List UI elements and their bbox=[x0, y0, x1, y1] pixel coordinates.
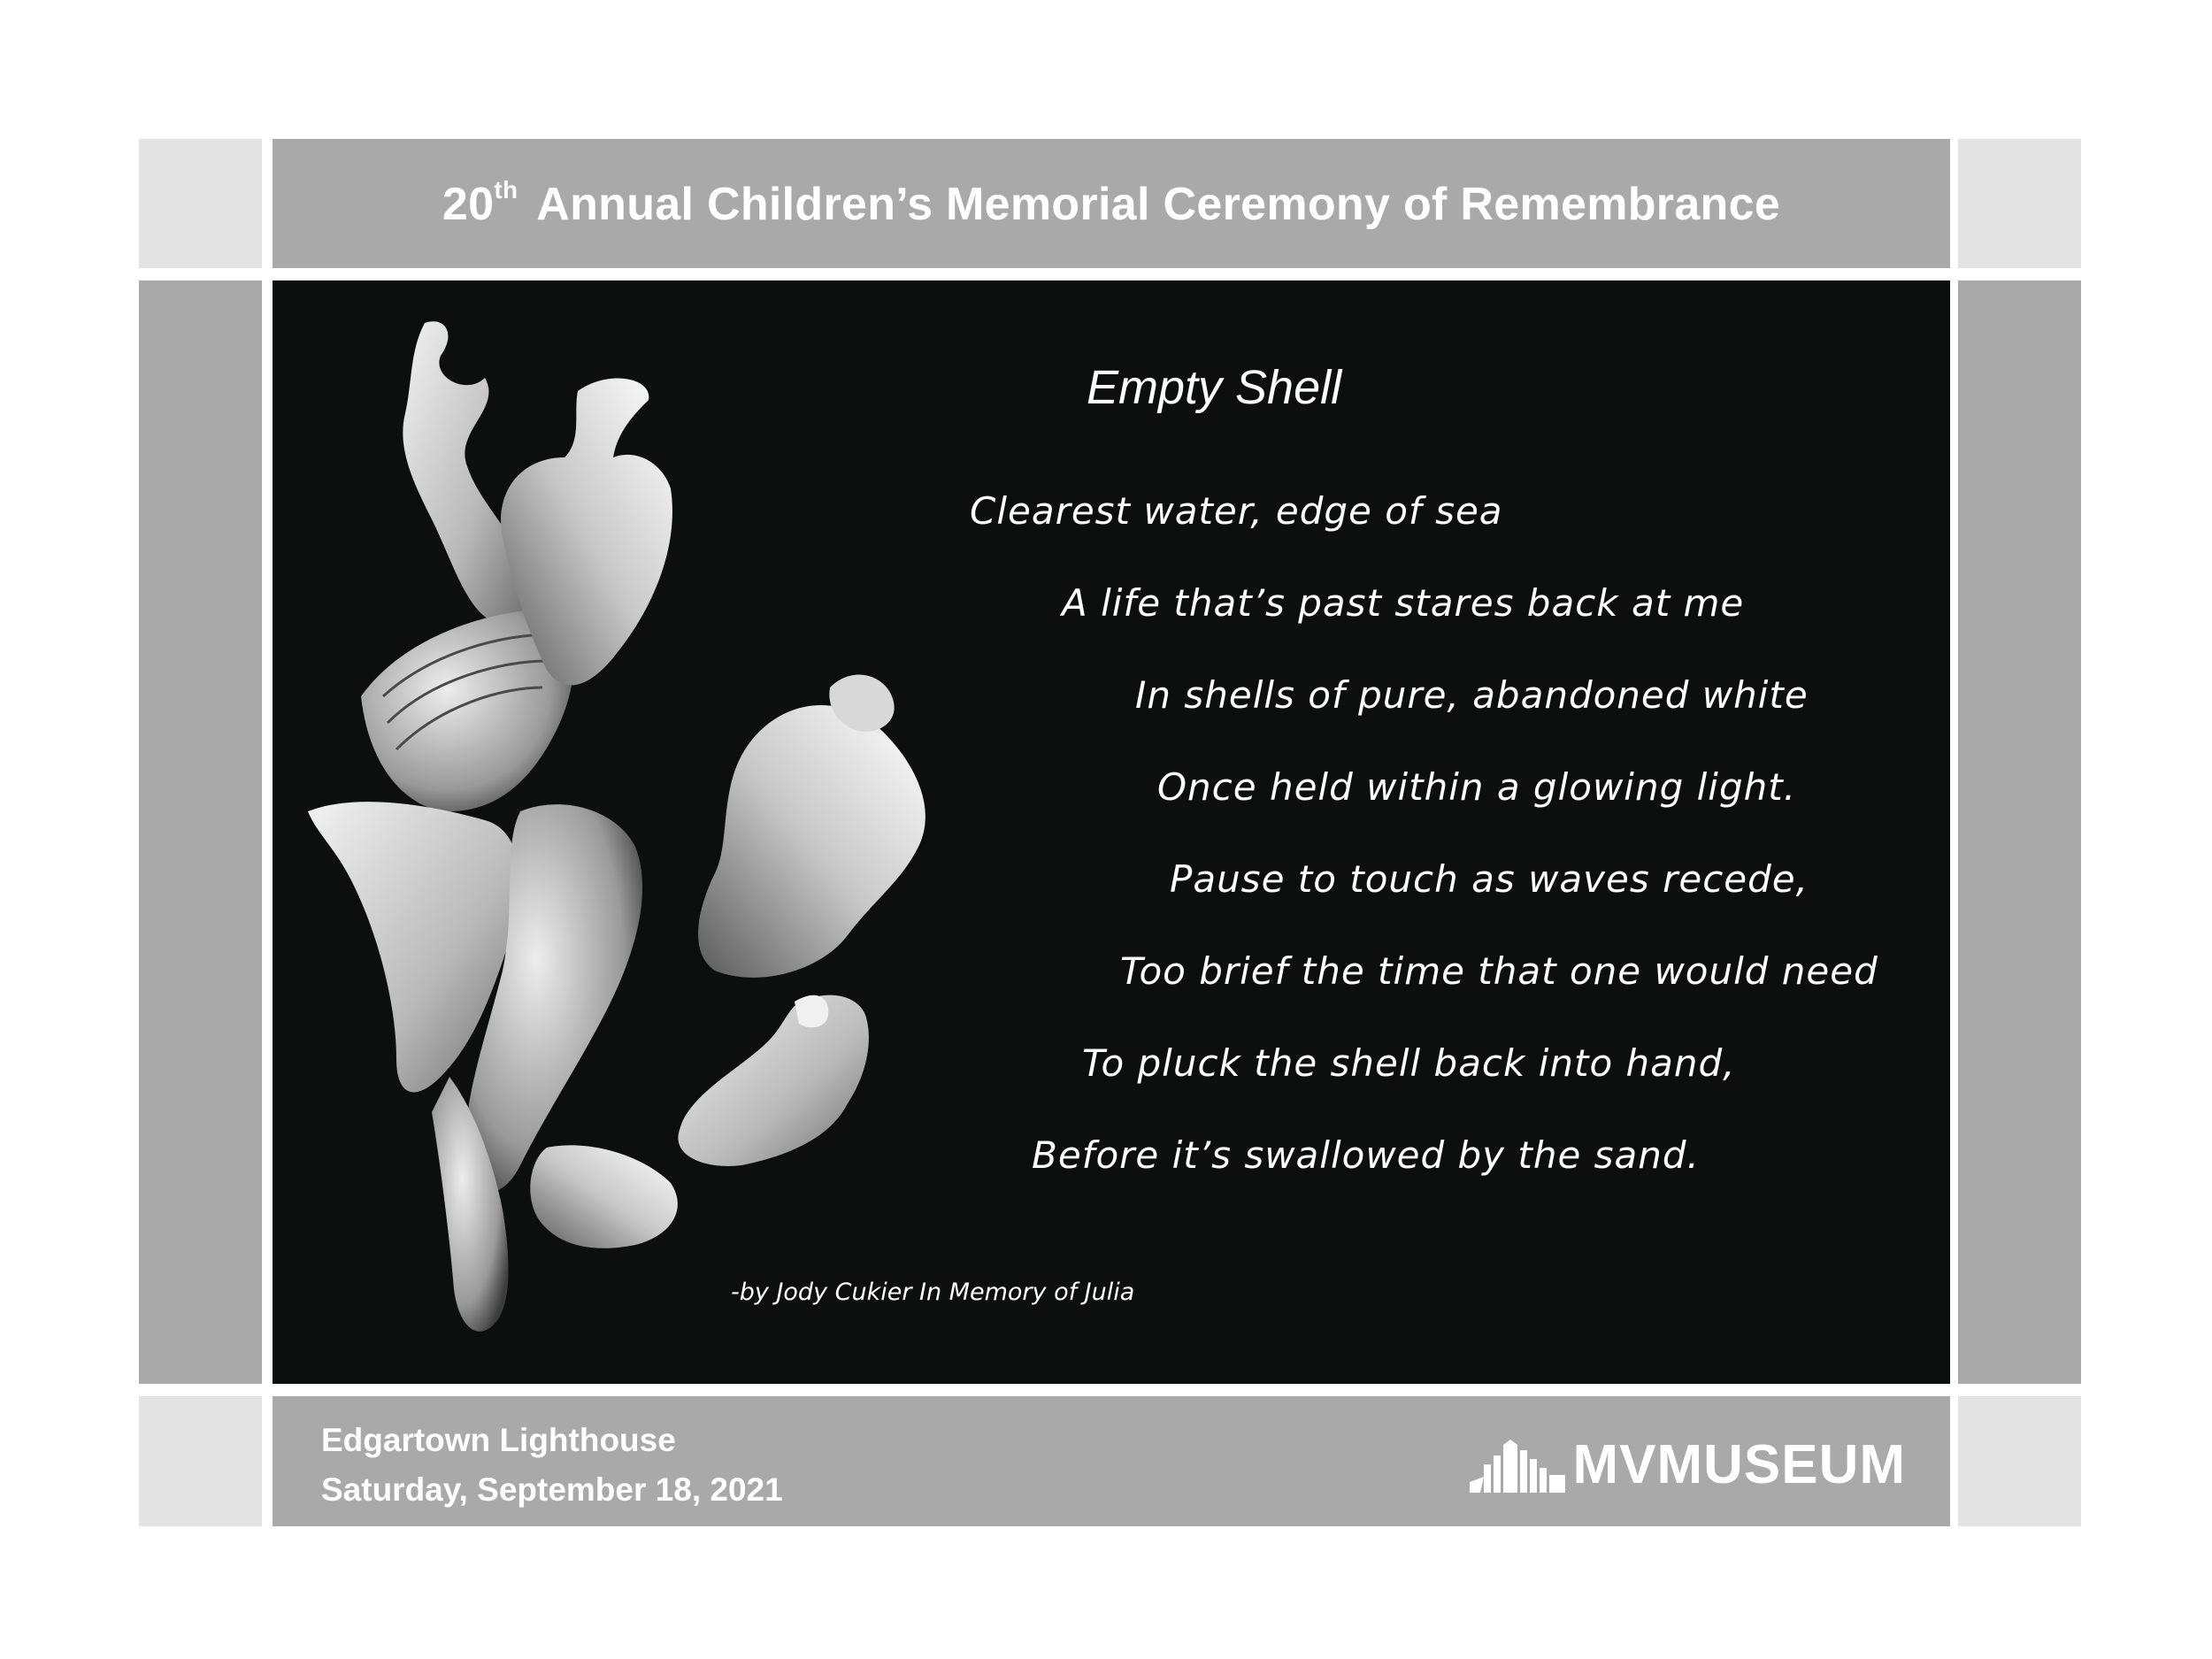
event-venue: Edgartown Lighthouse bbox=[321, 1422, 676, 1458]
frame-corner-bottom-left bbox=[139, 1396, 262, 1526]
event-date: Saturday, September 18, 2021 bbox=[321, 1471, 783, 1508]
whelk-shell bbox=[698, 705, 926, 978]
poem-line: To pluck the shell back into hand, bbox=[1082, 1041, 1736, 1085]
poem-panel bbox=[273, 280, 1950, 1384]
poem-line: In shells of pure, abandoned white bbox=[1135, 673, 1809, 717]
poem-line: A life that’s past stares back at me bbox=[1062, 581, 1745, 625]
spire-shell bbox=[403, 321, 530, 624]
frame-side-right bbox=[1958, 280, 2081, 1384]
footer-bar bbox=[273, 1396, 1950, 1526]
frame-side-left bbox=[139, 280, 262, 1384]
lighthouse-skyline-icon bbox=[1470, 1438, 1565, 1493]
title-ordinal-suffix: th bbox=[494, 176, 518, 204]
title-bar bbox=[273, 139, 1950, 268]
poem-line: Too brief the time that one would need bbox=[1120, 949, 1878, 993]
title-ordinal: 20 bbox=[442, 179, 495, 230]
page-title bbox=[442, 176, 1780, 231]
frame-corner-bottom-right bbox=[1958, 1396, 2081, 1526]
poem-byline: -by Jody Cukier In Memory of Julia bbox=[731, 1279, 1135, 1306]
poem-line: Clearest water, edge of sea bbox=[970, 489, 1503, 533]
frame-corner-top-left bbox=[139, 139, 262, 268]
title-label: Annual Children’s Memorial Ceremony of Remembrance bbox=[536, 179, 1781, 230]
museum-logo-text: MVMUSEUM bbox=[1572, 1434, 1906, 1495]
poem-line: Before it’s swallowed by the sand. bbox=[1032, 1133, 1700, 1177]
museum-logo bbox=[1470, 1433, 1906, 1496]
spiral-shell bbox=[678, 995, 868, 1166]
poem-line: Once held within a glowing light. bbox=[1157, 765, 1797, 809]
frame-corner-top-right bbox=[1958, 139, 2081, 268]
event-details bbox=[321, 1416, 783, 1515]
poem-title: Empty Shell bbox=[1087, 361, 1342, 414]
seashell-bouquet-image bbox=[299, 316, 1095, 1378]
poem-line: Pause to touch as waves recede, bbox=[1170, 857, 1809, 901]
